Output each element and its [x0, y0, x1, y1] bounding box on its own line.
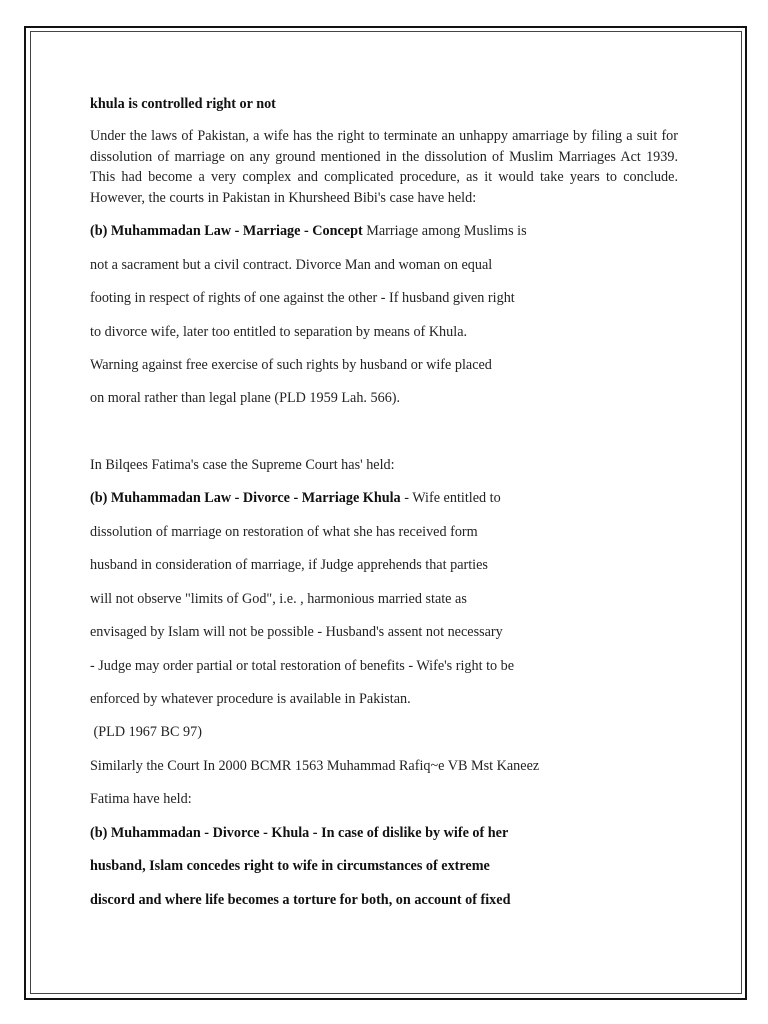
case1-lead-bold: (b) Muhammadan Law - Marriage - Concept — [90, 223, 363, 239]
case2-line: envisaged by Islam will not be possible - Husband's assent not necessary — [90, 624, 503, 640]
case2-line: - Judge may order partial or total restoration of benefits - Wife's right to be — [90, 658, 515, 674]
similarly-line: Fatima have held: — [90, 791, 192, 807]
case1-lead — [90, 222, 527, 240]
document-heading: khula is controlled right or not — [90, 96, 276, 112]
case3-line: (b) Muhammadan - Divorce - Khula - In case of dislike by wife of her — [90, 825, 509, 841]
case3-line: husband, Islam concedes right to wife in circumstances of extreme — [90, 858, 490, 874]
case2-line: will not observe "limits of God", i.e. , harmonious married state as — [90, 591, 467, 607]
case2-line: dissolution of marriage on restoration of what she has received form — [90, 524, 478, 540]
case2-line: husband in consideration of marriage, if Judge apprehends that parties — [90, 557, 488, 573]
case3-line: discord and where life becomes a torture for both, on account of fixed — [90, 892, 511, 908]
case2-citation: (PLD 1967 BC 97) — [90, 724, 202, 740]
case1-line: footing in respect of rights of one against the other - If husband given right — [90, 290, 515, 306]
intro-paragraph: Under the laws of Pakistan, a wife has the right to terminate an unhappy amarriage by filing a suit for dissolution of marriage on any ground mentioned in the dissolution of Muslim Marriages Act 1939. This had become a very complex and complicated procedure, as it would take years to conclude. However, the courts in Pakistan in Khursheed Bibi's case have held: — [90, 128, 678, 206]
case1-line: on moral rather than legal plane (PLD 1959 Lah. 566). — [90, 390, 401, 406]
case1-line: to divorce wife, later too entitled to separation by means of Khula. — [90, 324, 468, 340]
similarly-line: Similarly the Court In 2000 BCMR 1563 Muhammad Rafiq~e VB Mst Kaneez — [90, 758, 540, 774]
case2-line: enforced by whatever procedure is available in Pakistan. — [90, 691, 411, 707]
case1-lead-rest: Marriage among Muslims is — [362, 223, 527, 239]
case2-lead-rest: - Wife entitled to — [400, 490, 501, 506]
bilqees-intro: In Bilqees Fatima's case the Supreme Court has' held: — [90, 457, 395, 473]
case2-lead — [90, 489, 501, 507]
case1-line: Warning against free exercise of such rights by husband or wife placed — [90, 357, 492, 373]
case1-line: not a sacrament but a civil contract. Divorce Man and woman on equal — [90, 257, 493, 273]
case2-lead-bold: (b) Muhammadan Law - Divorce - Marriage Khula — [90, 490, 401, 506]
